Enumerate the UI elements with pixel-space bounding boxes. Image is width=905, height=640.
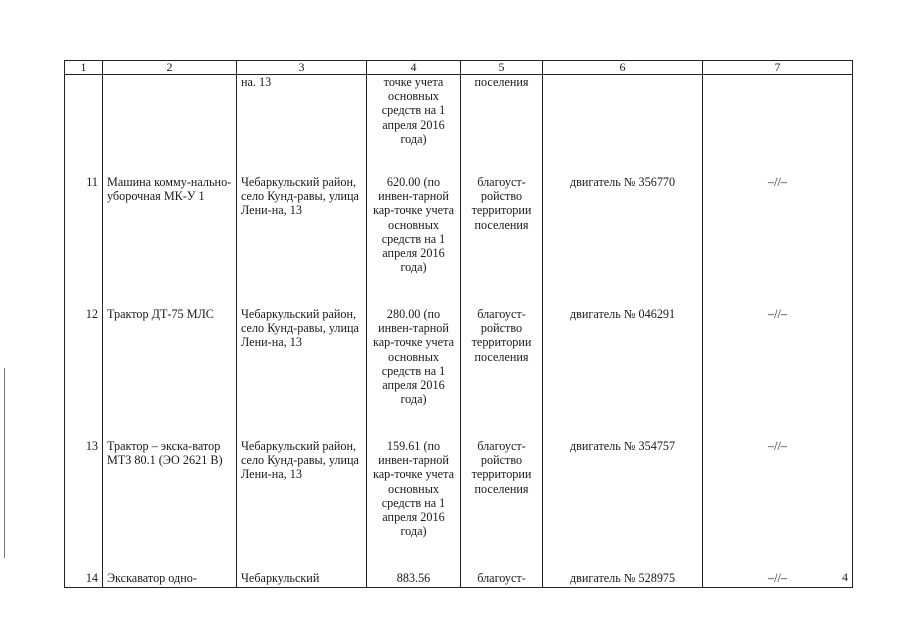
cell-value: 620.00 (по инвен-тарной кар-точке учета основных средств на 1 апреля 2016 года) (367, 173, 461, 305)
column-number-2: 2 (103, 61, 237, 75)
cell-note (703, 75, 853, 174)
cell-address: Чебаркульский район, село Кунд-равы, улица Лени-на, 13 (237, 305, 367, 437)
table-row (65, 305, 853, 437)
cell-purpose: благоуст-ройство территории поселения (461, 173, 543, 305)
column-number-3: 3 (237, 61, 367, 75)
cell-num: 12 (65, 305, 103, 437)
cell-address: Чебаркульский район, село Кунд-равы, улица Лени-на, 13 (237, 173, 367, 305)
cell-name: Трактор ДТ-75 МЛС (103, 305, 237, 437)
cell-note: –//– (703, 173, 853, 305)
cell-purpose: благоуст-ройство территории поселения (461, 305, 543, 437)
cell-name: Машина комму-нально-уборочная МК-У 1 (103, 173, 237, 305)
cell-value: точке учета основных средств на 1 апреля 2016 года) (367, 75, 461, 174)
table-row (65, 437, 853, 569)
cell-note: –//– (703, 437, 853, 569)
cell-purpose: благоуст- (461, 569, 543, 588)
page-number: 4 (842, 570, 848, 584)
cell-identifier: двигатель № 356770 (543, 173, 703, 305)
continued-row (65, 75, 853, 174)
column-number-7: 7 (703, 61, 853, 75)
scan-edge-line (4, 368, 5, 558)
cell-value: 159.61 (по инвен-тарной кар-точке учета основных средств на 1 апреля 2016 года) (367, 437, 461, 569)
cell-identifier: двигатель № 046291 (543, 305, 703, 437)
cell-name: Экскаватор одно- (103, 569, 237, 588)
cell-num (65, 75, 103, 174)
cell-purpose: благоуст-ройство территории поселения (461, 437, 543, 569)
column-number-5: 5 (461, 61, 543, 75)
cell-num: 13 (65, 437, 103, 569)
table-row (65, 569, 853, 588)
cell-num: 11 (65, 173, 103, 305)
cell-identifier (543, 75, 703, 174)
column-number-6: 6 (543, 61, 703, 75)
cell-name: Трактор – экска-ватор МТЗ 80.1 (ЭО 2621 В) (103, 437, 237, 569)
cell-address: Чебаркульский район, село Кунд-равы, улица Лени-на, 13 (237, 437, 367, 569)
cell-note: –//– (703, 305, 853, 437)
cell-name (103, 75, 237, 174)
column-number-4: 4 (367, 61, 461, 75)
cell-num: 14 (65, 569, 103, 588)
column-number-1: 1 (65, 61, 103, 75)
cell-address: на. 13 (237, 75, 367, 174)
cell-note: –//– (703, 569, 853, 588)
column-number-row (65, 61, 853, 75)
cell-purpose: поселения (461, 75, 543, 174)
table-row (65, 173, 853, 305)
cell-identifier: двигатель № 354757 (543, 437, 703, 569)
cell-value: 883.56 (367, 569, 461, 588)
cell-identifier: двигатель № 528975 (543, 569, 703, 588)
cell-value: 280.00 (по инвен-тарной кар-точке учета основных средств на 1 апреля 2016 года) (367, 305, 461, 437)
vehicle-inventory-table (64, 60, 853, 588)
cell-address: Чебаркульский (237, 569, 367, 588)
